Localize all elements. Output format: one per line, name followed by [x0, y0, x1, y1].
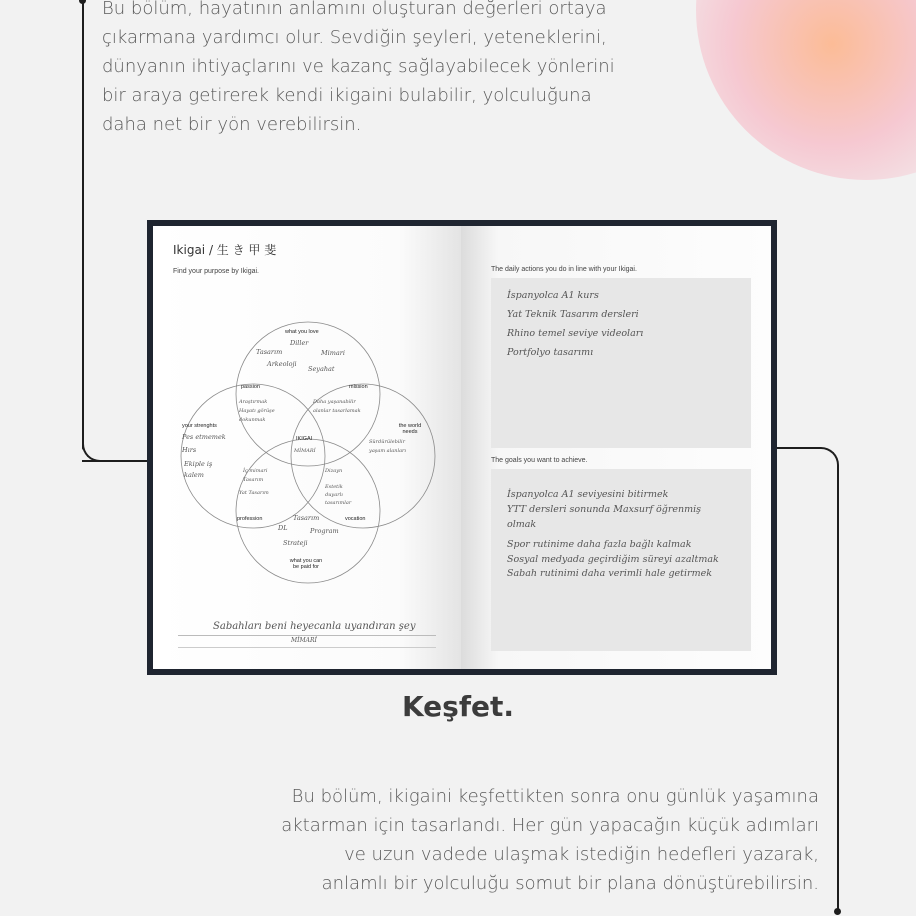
note-vocation-2: Estetik — [325, 484, 343, 490]
label-profession: profession — [237, 516, 263, 522]
note-strength-2: Hırs — [182, 446, 197, 454]
note-love-3: Mimari — [321, 349, 345, 357]
purpose-answer: MİMARİ — [291, 637, 317, 644]
connector-curve-right — [777, 447, 839, 477]
goals-box — [491, 469, 751, 651]
label-paid-for: what you can be paid for — [289, 558, 323, 570]
intro-paragraph: Bu bölüm, hayatının anlamını oluşturan değerleri ortaya çıkarmana yardımcı olur. Sevdiğin şeyleri, yeteneklerini, dünyanın ihtiyaçlarını ve kazanç sağlayabilecek yönlerini bir araya getirerek kendi ikigaini bulabilir, yolculuğuna daha net bir yön verebilirsin. — [102, 0, 615, 135]
note-world-1: Sürdürülebilir — [369, 439, 406, 445]
note-love-5: Seyahat — [308, 365, 335, 373]
note-mission-2: alanlar tasarlamak — [313, 408, 361, 414]
note-love-1: Diller — [290, 339, 309, 347]
label-mission: mission — [349, 384, 368, 390]
goal-2: YTT dersleri sonunda Maxsurf öğrenmiş — [507, 504, 702, 515]
note-strength-3: Ekiple iş — [184, 460, 213, 468]
daily-actions-label: The daily actions you do in line with your Ikigai. — [491, 266, 637, 273]
note-vocation-3: duyarlı — [325, 492, 343, 498]
note-vocation-4: tasarımlar — [325, 500, 352, 506]
label-world-needs: the world needs — [398, 423, 422, 435]
label-ikigai-center: IKIGAI — [296, 436, 313, 442]
label-vocation: vocation — [345, 516, 366, 522]
daily-actions-box — [491, 278, 751, 448]
ikigai-journal-spread — [147, 220, 777, 675]
note-paid-4: Strateji — [283, 539, 308, 547]
note-love-4: Arkeoloji — [267, 360, 297, 368]
note-paid-2: DL — [278, 524, 288, 532]
goal-1: İspanyolca A1 seviyesini bitirmek — [507, 489, 669, 500]
purpose-line-2 — [178, 647, 436, 648]
purpose-line — [178, 635, 436, 636]
connector-dot-top — [79, 0, 86, 4]
journal-left-page — [153, 226, 461, 669]
outro-paragraph: Bu bölüm, ikigaini keşfettikten sonra onu günlük yaşamına aktarman için tasarlandı. Her gün yapacağın küçük adımları ve uzun vadede ulaşmak istediğin hedefleri yazarak, anlamlı bir yolculuğu somut bir plana dönüştürebilirsin. — [281, 786, 819, 894]
corner-gradient — [696, 0, 916, 180]
note-paid-3: Program — [310, 527, 339, 535]
goal-6: Sabah rutinimi daha verimli hale getirmek — [507, 568, 712, 579]
daily-action-3: Rhino temel seviye videoları — [507, 328, 644, 339]
note-profession-2: Tasarım — [243, 477, 264, 483]
note-strength-4: kalem — [184, 471, 204, 479]
note-center: MİMARİ — [294, 448, 316, 454]
label-passion: passion — [241, 384, 260, 390]
note-passion-2: Hayatı görüşe — [239, 408, 275, 414]
connector-curve-left — [82, 430, 112, 462]
goal-3: olmak — [507, 519, 537, 530]
connector-dot-bottom — [834, 908, 841, 915]
note-vocation-1: Dizayn — [325, 468, 343, 474]
journal-subtitle: Find your purpose by Ikigai. — [173, 268, 259, 275]
note-strength-1: Pes etmemek — [182, 433, 226, 441]
note-world-2: yaşam alanları — [369, 448, 407, 454]
ikigai-venn-diagram — [173, 306, 443, 596]
note-passion-3: dokunmak — [239, 417, 266, 423]
goals-label: The goals you want to achieve. — [491, 457, 588, 464]
note-passion-1: Araştırmak — [239, 399, 268, 405]
note-love-2: Tasarım — [256, 348, 283, 356]
section-heading: Keşfet. — [401, 690, 515, 723]
daily-action-1: İspanyolca A1 kurs — [507, 290, 599, 301]
goal-5: Sosyal medyada geçirdiğim süreyi azaltmak — [507, 554, 719, 565]
label-what-you-love: what you love — [285, 329, 319, 335]
label-strengths: your strenghts — [182, 423, 217, 429]
note-mission-1: Daha yaşanabilir — [313, 399, 356, 405]
journal-title: Ikigai / 生 き 甲 斐 — [173, 243, 277, 257]
note-profession-1: İç mimari — [243, 468, 268, 474]
note-paid-1: Tasarım — [293, 514, 320, 522]
note-profession-3: Yat Tasarım — [239, 490, 269, 496]
purpose-sentence: Sabahları beni heyecanla uyandıran şey — [213, 621, 416, 632]
daily-action-2: Yat Teknik Tasarım dersleri — [507, 309, 639, 320]
journal-right-page — [461, 226, 771, 669]
goal-4: Spor rutinime daha fazla bağlı kalmak — [507, 539, 692, 550]
daily-action-4: Portfolyo tasarımı — [507, 347, 594, 358]
connector-line-left-vertical — [82, 0, 84, 450]
